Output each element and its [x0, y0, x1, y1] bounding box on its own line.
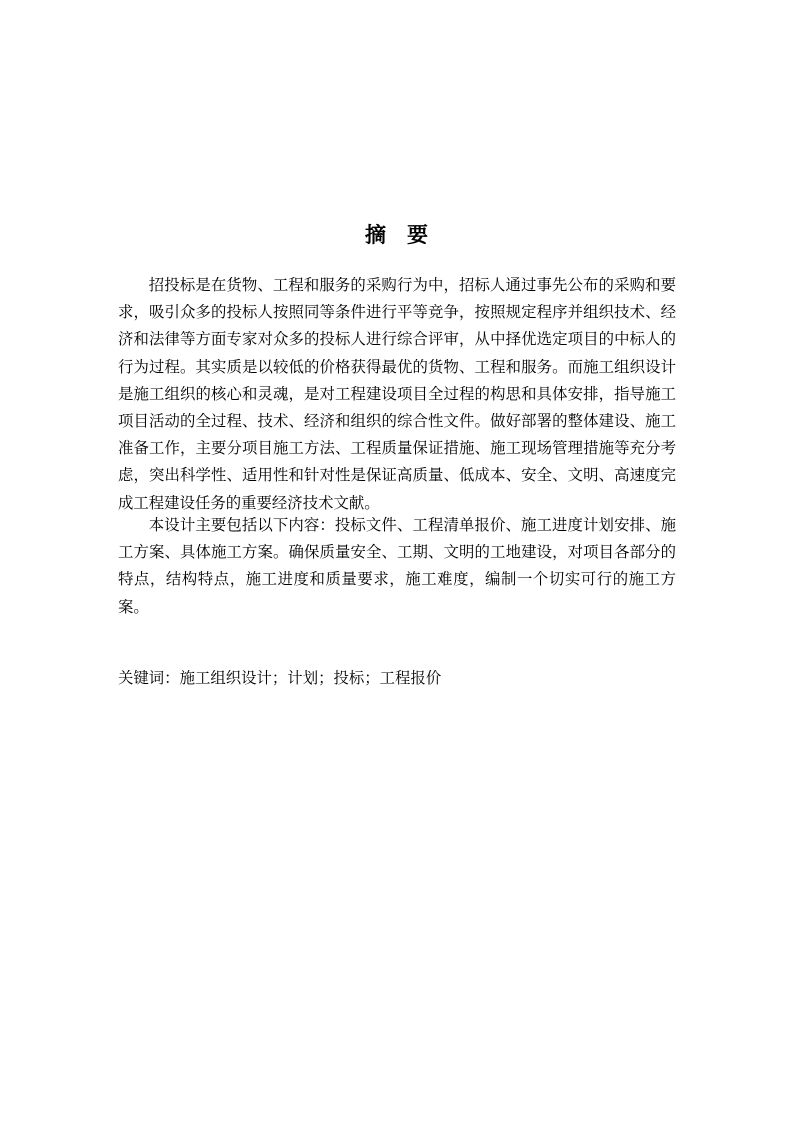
abstract-paragraph-1: 招投标是在货物、工程和服务的采购行为中，招标人通过事先公布的采购和要求，吸引众多的投标人按照同等条件进行平等竞争，按照规定程序并组织技术、经济和法律等方面专家对众多的投标人进行综合评审，从中择优选定项目的中标人的行为过程。其实质是以较低的价格获得最优的货物、工程和服务。而施工组织设计是施工组织的核心和灵魂，是对工程建设项目全过程的构思和具体安排，指导施工项目活动的全过程、技术、经济和组织的综合性文件。做好部署的整体建设、施工准备工作，主要分项目施工方法、工程质量保证措施、施工现场管理措施等充分考虑，突出科学性、适用性和针对性是保证高质量、低成本、安全、文明、高速度完成工程建设任务的重要经济技术文献。 [118, 276, 676, 512]
keywords-line: 关键词：施工组织设计；计划；投标；工程报价 [118, 669, 442, 687]
abstract-paragraph-2: 本设计主要包括以下内容：投标文件、工程清单报价、施工进度计划安排、施工方案、具体施工方案。确保质量安全、工期、文明的工地建设，对项目各部分的特点，结构特点，施工进度和质量要求，施工难度，编制一个切实可行的施工方案。 [118, 516, 676, 616]
abstract-title: 摘 要 [365, 222, 428, 247]
